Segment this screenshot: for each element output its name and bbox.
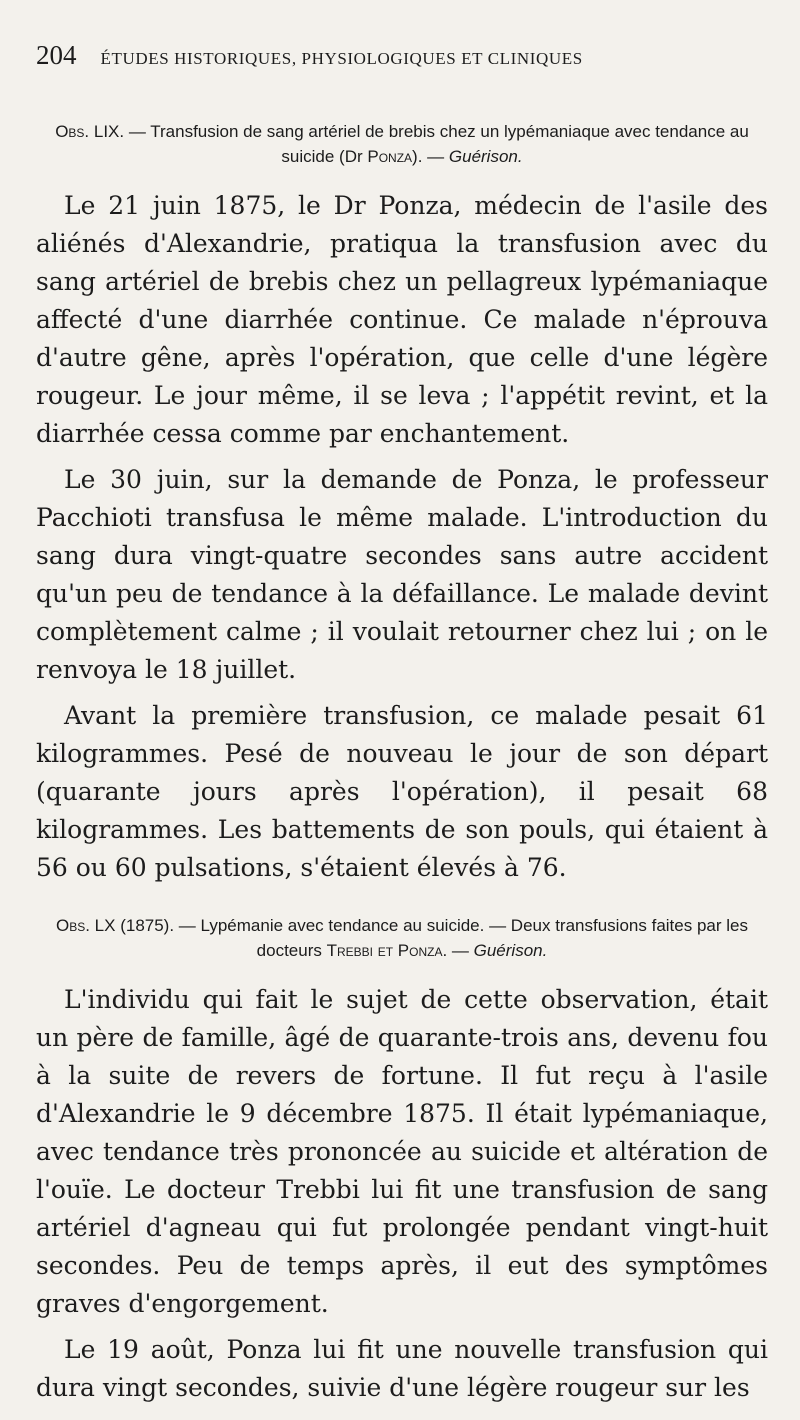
observation-heading-lix xyxy=(36,119,768,169)
observation-heading-lx xyxy=(36,913,768,963)
paragraph: Le 21 juin 1875, le Dr Ponza, médecin de l'asile des aliénés d'Alexandrie, pratiqua la transfusion avec du sang artériel de brebis chez un pellagreux lypémaniaque affecté d'une diarrhée continue. Ce malade n'éprouva d'autre gêne, après l'opération, que celle d'une légère rougeur. Le jour même, il se leva ; l'appétit revint, et la diarrhée cessa comme par enchantement. xyxy=(36,191,768,448)
observation-title-end: ). — xyxy=(412,147,449,166)
observation-outcome: Guérison. xyxy=(473,941,548,960)
observation-outcome: Guérison. xyxy=(448,147,523,166)
paragraph: Avant la première transfusion, ce malade pesait 61 kilogrammes. Pesé de nouveau le jour de son départ (quarante jours après l'opération), il pesait 68 kilogrammes. Les battements de son pouls, qui étaient à 56 ou 60 pulsations, s'étaient élevés à 76. xyxy=(36,701,768,882)
observation-label: Obs. LIX. xyxy=(55,122,125,141)
running-head xyxy=(36,40,768,71)
page-number: 204 xyxy=(36,40,77,70)
section-gap xyxy=(36,895,768,913)
paragraph: Le 19 août, Ponza lui fit une nouvelle transfusion qui dura vingt secondes, suivie d'une légère rougeur sur les xyxy=(36,1335,768,1402)
physician-names: Trebbi et Ponza xyxy=(326,941,443,960)
running-title: ÉTUDES HISTORIQUES, PHYSIOLOGIQUES ET CLINIQUES xyxy=(100,49,583,68)
observation-title: — Transfusion de sang artériel de brebis chez un lypémaniaque avec tendance au suicide (Dr xyxy=(124,122,749,166)
physician-name: Ponza xyxy=(367,147,413,166)
paragraph: L'individu qui fait le sujet de cette observation, était un père de famille, âgé de quarante-trois ans, devenu fou à la suite de revers de fortune. Il fut reçu à l'asile d'Alexandrie le 9 décembre 1875. Il était lypémaniaque, avec tendance très prononcée au suicide et altération de l'ouïe. Le docteur Trebbi lui fit une transfusion de sang artériel d'agneau qui fut prolongée pendant vingt-huit secondes. Peu de temps après, il eut des symptômes graves d'engorgement. xyxy=(36,985,768,1318)
observation-title: (1875). — Lypémanie avec tendance au suicide. — Deux transfusions faites par les docteurs xyxy=(115,916,748,960)
observation-title-end: . — xyxy=(442,941,474,960)
paragraph: Le 30 juin, sur la demande de Ponza, le professeur Pacchioti transfusa le même malade. L'introduction du sang dura vingt-quatre secondes sans autre accident qu'un peu de tendance à la défaillance. Le malade devint complètement calme ; il voulait retourner chez lui ; on le renvoya le 18 juillet. xyxy=(36,465,768,684)
observation-label: Obs. LX xyxy=(56,916,116,935)
